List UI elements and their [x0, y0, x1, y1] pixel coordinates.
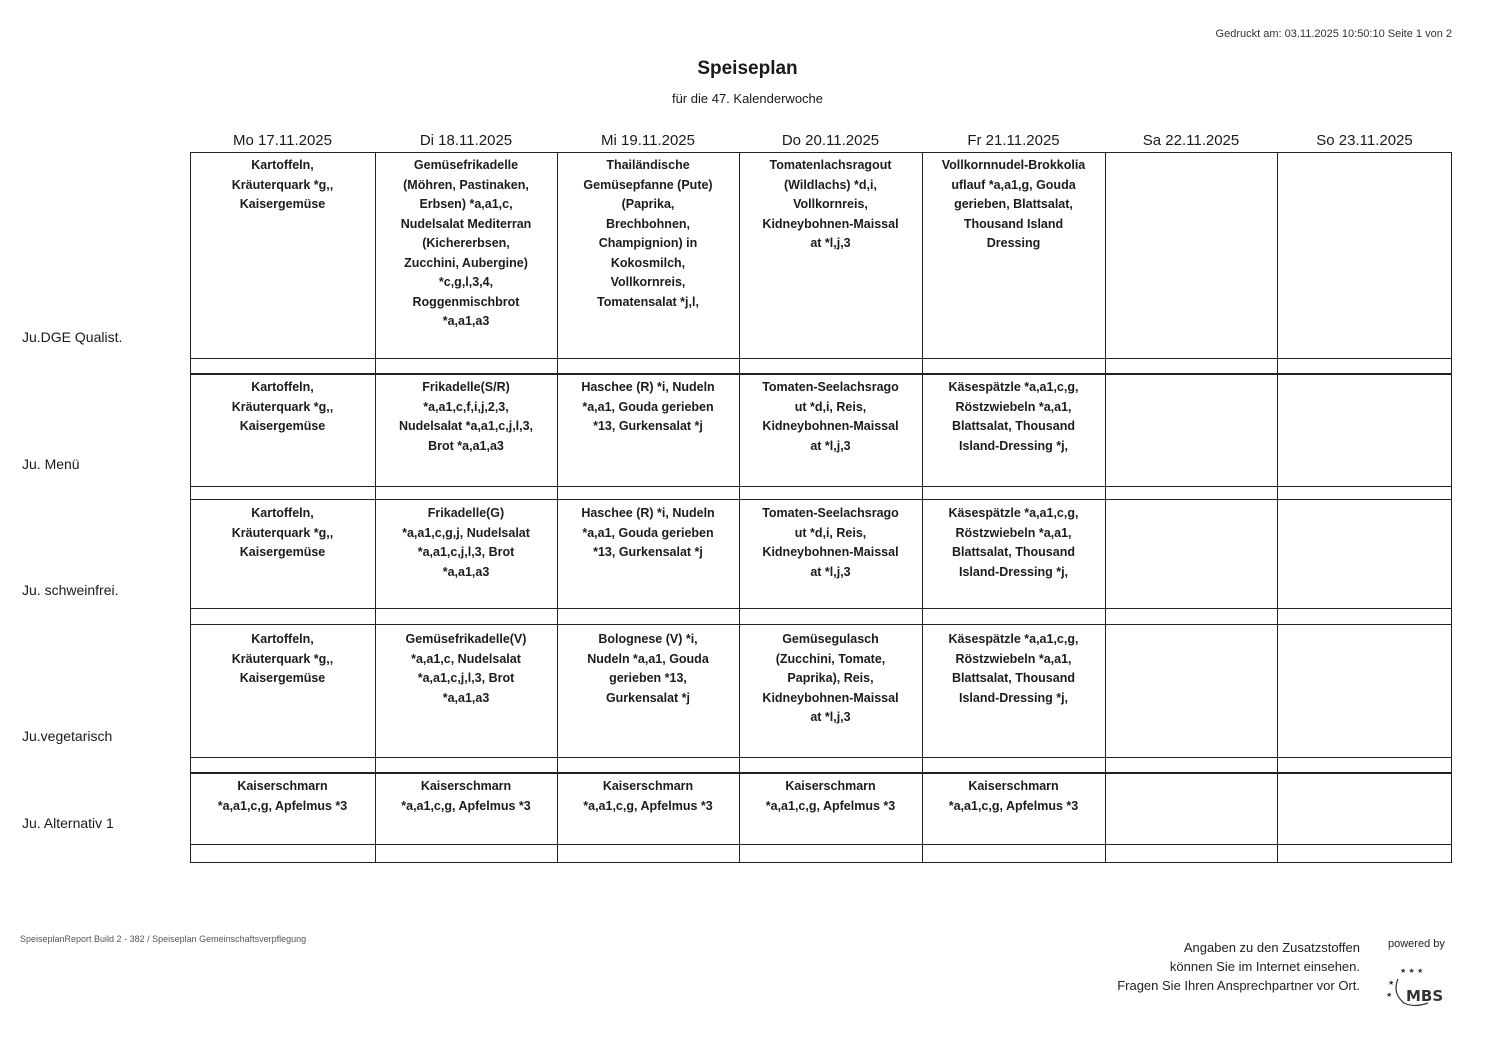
additives-note-line: Fragen Sie Ihren Ansprechpartner vor Ort.: [1117, 978, 1360, 993]
additives-note-line: Angaben zu den Zusatzstoffen: [1183, 940, 1360, 955]
menu-cell: [1279, 378, 1450, 483]
grid-line: [190, 499, 1452, 500]
grid-line: [190, 358, 1452, 359]
row-label-alternativ: Ju. Alternativ 1: [22, 815, 114, 831]
menu-cell: Kartoffeln, Kräuterquark *g,, Kaisergemüse: [231, 380, 334, 433]
day-header-fri: Fr 21.11.2025: [967, 132, 1060, 149]
print-timestamp: Gedruckt am: 03.11.2025 10:50:10 Seite 1 von 2: [1215, 28, 1452, 40]
grid-line: [190, 486, 1452, 487]
menu-cell: Käsespätzle *a,a1,c,g, Röstzwiebeln *a,a1, Blattsalat, Thousand Island-Dressing *j,: [948, 380, 1079, 453]
menu-cell: [1279, 777, 1450, 841]
day-header-tue: Di 18.11.2025: [419, 132, 513, 149]
menu-cell: [1107, 630, 1275, 760]
menu-cell: [1279, 630, 1450, 760]
menu-cell: [1279, 504, 1450, 604]
row-label-schweinfrei: Ju. schweinfrei.: [22, 582, 119, 598]
menu-cell: Frikadelle(S/R) *a,a1,c,f,i,j,2,3, Nudelsalat *a,a1,c,j,l,3, Brot *a,a1,a3: [398, 380, 534, 453]
menu-cell: Kartoffeln, Kräuterquark *g,, Kaisergemüse: [231, 506, 334, 559]
day-header-sat: Sa 22.11.2025: [1142, 132, 1240, 149]
menu-cell: Kaiserschmarn *a,a1,c,g, Apfelmus *3: [948, 779, 1079, 813]
menu-cell: Kaiserschmarn *a,a1,c,g, Apfelmus *3: [765, 779, 896, 813]
menu-cell: Vollkornnudel-Brokkolia uflauf *a,a1,g, Gouda gerieben, Blattsalat, Thousand Island Dressing: [941, 158, 1086, 250]
menu-cell: [1107, 378, 1275, 483]
menu-cell: Tomatenlachsragout (Wildlachs) *d,i, Vollkornreis, Kidneybohnen-Maissal at *l,j,3: [762, 158, 899, 250]
grid-line: [190, 772, 1452, 774]
menu-cell: Haschee (R) *i, Nudeln *a,a1, Gouda gerieben *13, Gurkensalat *j: [581, 506, 715, 559]
day-header-sun: So 23.11.2025: [1316, 132, 1413, 149]
grid-line: [190, 844, 1452, 845]
grid-line: [190, 862, 1452, 863]
row-label-dge: Ju.DGE Qualist.: [22, 329, 123, 345]
menu-cell: Tomaten-Seelachsrago ut *d,i, Reis, Kidneybohnen-Maissal at *l,j,3: [762, 380, 899, 453]
menu-cell: Bolognese (V) *i, Nudeln *a,a1, Gouda gerieben *13, Gurkensalat *j: [587, 632, 709, 705]
menu-cell: Kartoffeln, Kräuterquark *g,, Kaisergemüse: [231, 632, 334, 685]
page-subtitle: für die 47. Kalenderwoche: [671, 91, 824, 106]
day-header-thu: Do 20.11.2025: [781, 132, 880, 149]
additives-note-line: können Sie im Internet einsehen.: [1169, 959, 1360, 974]
menu-cell: Kartoffeln, Kräuterquark *g,, Kaisergemüse: [231, 158, 334, 211]
additives-note: [1117, 938, 1360, 995]
menu-cell: [1107, 777, 1275, 841]
menu-cell: [1279, 156, 1450, 352]
menu-cell: Frikadelle(G) *a,a1,c,g,j, Nudelsalat *a,a1,c,j,l,3, Brot *a,a1,a3: [402, 506, 530, 579]
grid-line: [190, 373, 1452, 375]
grid-line: [190, 152, 1452, 153]
menu-cell: Kaiserschmarn *a,a1,c,g, Apfelmus *3: [217, 779, 348, 813]
svg-text:★: ★: [1388, 979, 1395, 987]
svg-text:★ ★ ★: ★ ★ ★: [1400, 967, 1424, 975]
menu-cell: Käsespätzle *a,a1,c,g, Röstzwiebeln *a,a1, Blattsalat, Thousand Island-Dressing *j,: [948, 632, 1079, 705]
powered-by-label: powered by: [1388, 938, 1445, 950]
page-title: Speiseplan: [697, 58, 798, 79]
menu-cell: Gemüsefrikadelle(V) *a,a1,c, Nudelsalat *a,a1,c,j,l,3, Brot *a,a1,a3: [405, 632, 527, 705]
mbs-logo: [1384, 963, 1456, 1009]
day-header-wed: Mi 19.11.2025: [601, 132, 695, 149]
grid-line: [190, 624, 1452, 625]
menu-cell: [1107, 504, 1275, 604]
menu-cell: Kaiserschmarn *a,a1,c,g, Apfelmus *3: [401, 779, 531, 813]
row-label-menu: Ju. Menü: [22, 456, 80, 472]
menu-cell: Haschee (R) *i, Nudeln *a,a1, Gouda gerieben *13, Gurkensalat *j: [581, 380, 715, 433]
menu-cell: Thailändische Gemüsepfanne (Pute) (Paprika, Brechbohnen, Champignion) in Kokosmilch, Vollkornreis, Tomatensalat *j,l,: [583, 158, 713, 309]
row-label-vegetarisch: Ju.vegetarisch: [22, 728, 113, 744]
menu-cell: Gemüsefrikadelle (Möhren, Pastinaken, Erbsen) *a,a1,c, Nudelsalat Mediterran (Kichererbsen, Zucchini, Aubergine) *c,g,l,3,4, Roggenmischbrot *a,a1,a3: [400, 158, 532, 328]
menu-cell: Käsespätzle *a,a1,c,g, Röstzwiebeln *a,a1, Blattsalat, Thousand Island-Dressing *j,: [948, 506, 1079, 579]
menu-cell: Tomaten-Seelachsrago ut *d,i, Reis, Kidneybohnen-Maissal at *l,j,3: [762, 506, 899, 579]
day-header-mon: Mo 17.11.2025: [233, 132, 332, 149]
svg-text:★: ★: [1386, 991, 1393, 999]
report-build-info: SpeiseplanReport Build 2 - 382 / Speiseplan Gemeinschaftsverpflegung: [20, 934, 307, 944]
menu-cell: Kaiserschmarn *a,a1,c,g, Apfelmus *3: [583, 779, 713, 813]
menu-cell: [1107, 156, 1275, 352]
mbs-logo-text: MBS: [1406, 987, 1444, 1005]
grid-line: [190, 608, 1452, 609]
menu-cell: Gemüsegulasch (Zucchini, Tomate, Paprika), Reis, Kidneybohnen-Maissal at *l,j,3: [762, 632, 899, 724]
